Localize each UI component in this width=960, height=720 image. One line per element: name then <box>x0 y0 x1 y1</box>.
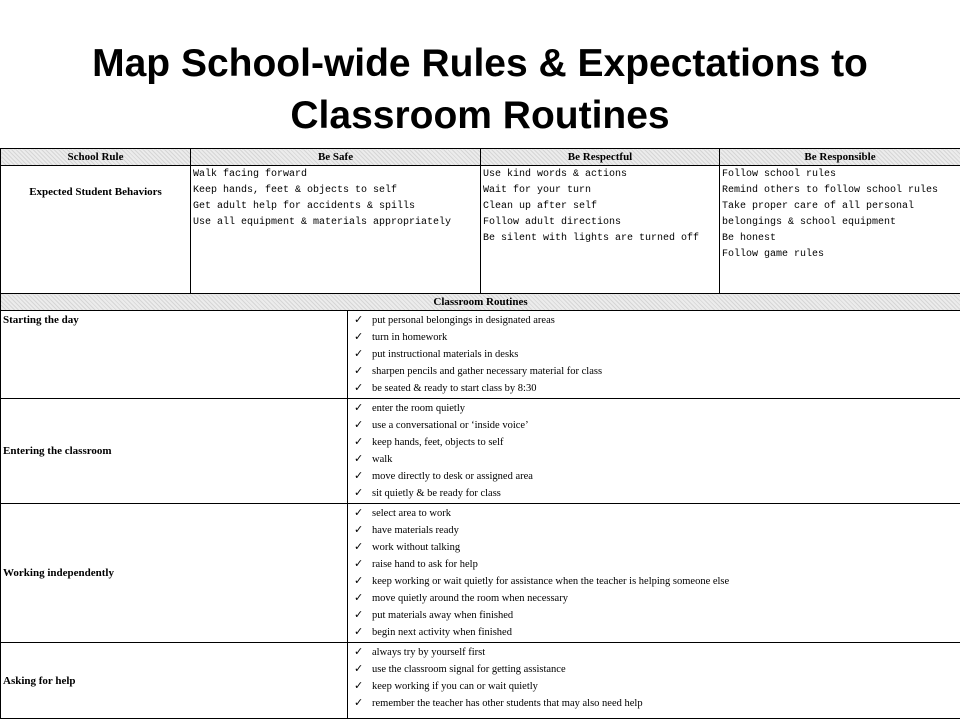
routine-name: Entering the classroom <box>1 399 348 504</box>
check-icon: ✓ <box>354 364 364 377</box>
step-text: keep hands, feet, objects to self <box>372 437 504 448</box>
step-text: move quietly around the room when necessary <box>372 593 568 604</box>
title-line-2: Classroom Routines <box>290 94 670 137</box>
routine-steps <box>348 399 960 504</box>
routine-row <box>1 504 960 643</box>
be-safe-item: Get adult help for accidents & spills <box>193 201 416 212</box>
routine-name: Asking for help <box>1 643 348 719</box>
header-be-safe: Be Safe <box>191 149 481 166</box>
routine-step <box>354 380 958 397</box>
step-text: use the classroom signal for getting assistance <box>372 664 566 675</box>
be-respectful-item: Wait for your turn <box>483 185 592 196</box>
routine-step <box>354 695 958 712</box>
routine-step <box>354 400 958 417</box>
step-text: enter the room quietly <box>372 403 466 414</box>
page-title <box>0 38 960 142</box>
check-icon: ✓ <box>354 486 364 499</box>
check-icon: ✓ <box>354 401 364 414</box>
routine-row <box>1 399 960 504</box>
routine-step <box>354 644 958 661</box>
step-text: keep working or wait quietly for assistance when the teacher is helping someone else <box>372 576 730 587</box>
routine-step <box>354 522 958 539</box>
be-safe-item: Walk facing forward <box>193 169 308 180</box>
routine-step <box>354 573 958 590</box>
routine-step <box>354 607 958 624</box>
rules-header-row <box>1 149 960 166</box>
title-line-1: Map School-wide Rules & Expectations to <box>92 42 868 85</box>
check-icon: ✓ <box>354 645 364 658</box>
check-icon: ✓ <box>354 540 364 553</box>
routines-header-row <box>1 294 960 311</box>
routine-step <box>354 556 958 573</box>
routine-row <box>1 643 960 719</box>
step-text: raise hand to ask for help <box>372 559 478 570</box>
header-be-respectful: Be Respectful <box>481 149 720 166</box>
routine-step <box>354 468 958 485</box>
step-text: remember the teacher has other students that may also need help <box>372 698 643 709</box>
routine-step <box>354 451 958 468</box>
check-icon: ✓ <box>354 418 364 431</box>
header-be-responsible: Be Responsible <box>720 149 960 166</box>
step-text: put instructional materials in desks <box>372 349 519 360</box>
routine-step <box>354 678 958 695</box>
routine-step <box>354 329 958 346</box>
behaviors-row <box>1 166 960 294</box>
check-icon: ✓ <box>354 469 364 482</box>
routine-step <box>354 624 958 641</box>
step-text: begin next activity when finished <box>372 627 512 638</box>
routine-steps <box>348 643 960 719</box>
check-icon: ✓ <box>354 557 364 570</box>
routine-steps <box>348 504 960 643</box>
be-safe-cell <box>191 166 481 294</box>
check-icon: ✓ <box>354 330 364 343</box>
routine-step <box>354 590 958 607</box>
be-responsible-item: Be honest <box>722 233 777 244</box>
routine-step <box>354 661 958 678</box>
check-icon: ✓ <box>354 347 364 360</box>
be-safe-item: Keep hands, feet & objects to self <box>193 185 398 196</box>
step-text: keep working if you can or wait quietly <box>372 681 538 692</box>
routine-step <box>354 434 958 451</box>
routine-name: Working independently <box>1 504 348 643</box>
routine-name: Starting the day <box>1 311 348 399</box>
check-icon: ✓ <box>354 662 364 675</box>
routine-step <box>354 539 958 556</box>
check-icon: ✓ <box>354 381 364 394</box>
routine-step <box>354 505 958 522</box>
check-icon: ✓ <box>354 452 364 465</box>
routine-step <box>354 363 958 380</box>
be-responsible-item: Follow game rules <box>722 249 825 260</box>
step-text: be seated & ready to start class by 8:30 <box>372 383 537 394</box>
step-text: put materials away when finished <box>372 610 514 621</box>
be-responsible-item: belongings & school equipment <box>722 217 897 228</box>
check-icon: ✓ <box>354 625 364 638</box>
behaviors-label: Expected Student Behaviors <box>1 166 191 294</box>
rules-routines-table <box>0 148 960 719</box>
check-icon: ✓ <box>354 313 364 326</box>
step-text: sharpen pencils and gather necessary material for class <box>372 366 603 377</box>
step-text: select area to work <box>372 508 452 519</box>
routine-step <box>354 346 958 363</box>
check-icon: ✓ <box>354 435 364 448</box>
routine-step <box>354 417 958 434</box>
step-text: use a conversational or ‘inside voice’ <box>372 420 529 431</box>
be-respectful-item: Be silent with lights are turned off <box>483 233 700 244</box>
check-icon: ✓ <box>354 506 364 519</box>
routine-steps <box>348 311 960 399</box>
be-respectful-item: Follow adult directions <box>483 217 622 228</box>
check-icon: ✓ <box>354 574 364 587</box>
be-responsible-item: Remind others to follow school rules <box>722 185 939 196</box>
header-school-rule: School Rule <box>1 149 191 166</box>
check-icon: ✓ <box>354 523 364 536</box>
step-text: work without talking <box>372 542 461 553</box>
check-icon: ✓ <box>354 679 364 692</box>
check-icon: ✓ <box>354 696 364 709</box>
step-text: move directly to desk or assigned area <box>372 471 533 482</box>
step-text: sit quietly & be ready for class <box>372 488 501 499</box>
step-text: turn in homework <box>372 332 448 343</box>
routines-header: Classroom Routines <box>1 294 960 311</box>
be-responsible-item: Take proper care of all personal <box>722 201 915 212</box>
step-text: walk <box>372 454 393 465</box>
step-text: have materials ready <box>372 525 459 536</box>
routine-step <box>354 485 958 502</box>
routine-row <box>1 311 960 399</box>
be-respectful-cell <box>481 166 720 294</box>
be-respectful-item: Use kind words & actions <box>483 169 628 180</box>
step-text: always try by yourself first <box>372 647 486 658</box>
be-respectful-item: Clean up after self <box>483 201 598 212</box>
be-safe-item: Use all equipment & materials appropriately <box>193 217 452 228</box>
step-text: put personal belongings in designated areas <box>372 315 555 326</box>
check-icon: ✓ <box>354 608 364 621</box>
routine-step <box>354 312 958 329</box>
check-icon: ✓ <box>354 591 364 604</box>
be-responsible-cell <box>720 166 960 294</box>
be-responsible-item: Follow school rules <box>722 169 837 180</box>
